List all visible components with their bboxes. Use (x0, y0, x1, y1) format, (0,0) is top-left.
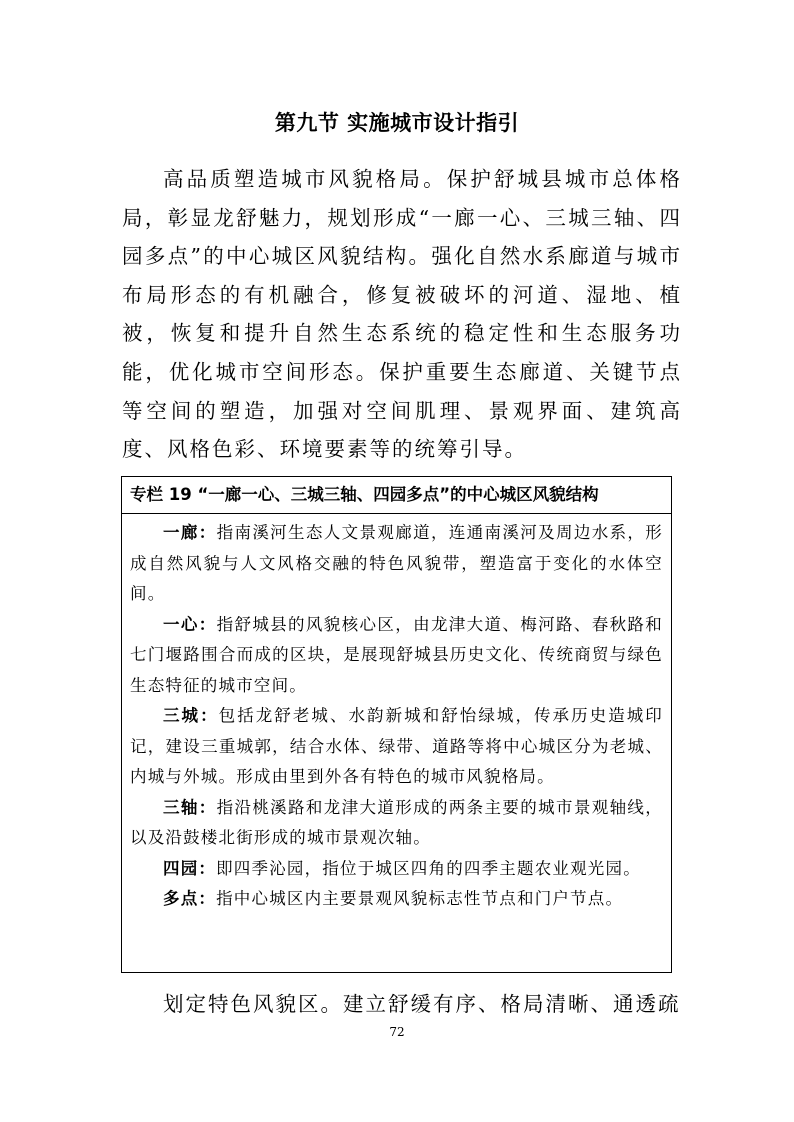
item-text: 指中心城区内主要景观风貌标志性节点和门户节点。 (216, 889, 624, 908)
column-item-sancheng (130, 701, 663, 793)
item-text: 指舒城县的风貌核心区，由龙津大道、梅河路、春秋路和七门堰路围合而成的区块，是展现舒城县历史文化、传统商贸与绿色生态特征的城市空间。 (130, 614, 663, 695)
item-term: 一心： (163, 614, 217, 634)
column-box (121, 476, 672, 973)
column-title: 专栏 19 “一廊一心、三城三轴、四园多点”的中心城区风貌结构 (122, 477, 671, 514)
item-term: 多点： (163, 889, 217, 908)
item-text: 指沿桃溪路和龙津大道形成的两条主要的城市景观轴线，以及沿鼓楼北街形成的城市景观次轴。 (130, 797, 663, 847)
section-title: 第九节 实施城市设计指引 (274, 111, 520, 135)
item-text: 即四季沁园，指位于城区四角的四季主题农业观光园。 (216, 858, 641, 878)
item-text: 包括龙舒老城、水韵新城和舒怡绿城，传承历史造城印记，建设三重城郭，结合水体、绿带、道路等将中心城区分为老城、内城与外城。形成由里到外各有特色的城市风貌格局。 (130, 706, 663, 786)
item-term: 三城： (163, 706, 219, 725)
column-item-sanzhou (130, 793, 663, 854)
body-paragraph-continued: 划定特色风貌区。建立舒缓有序、格局清晰、通透疏 (163, 992, 681, 1016)
column-item-yilang (130, 518, 663, 610)
column-item-yixin (130, 610, 663, 702)
column-item-siyuan (130, 854, 663, 885)
item-term: 一廊： (163, 523, 217, 542)
column-item-duodian (130, 884, 663, 915)
item-term: 三轴： (163, 797, 217, 817)
item-text: 指南溪河生态人文景观廊道，连通南溪河及周边水系，形成自然风貌与人文风格交融的特色风貌带，塑造富于变化的水体空间。 (130, 523, 663, 603)
item-term: 四园： (163, 858, 217, 878)
column-body (122, 514, 671, 915)
body-paragraph: 高品质塑造城市风貌格局。保护舒城县城市总体格局，彰显龙舒魅力，规划形成“一廊一心、三城三轴、四园多点”的中心城区风貌结构。强化自然水系廊道与城市布局形态的有机融合，修复被破坏的河道、湿地、植被，恢复和提升自然生态系统的稳定性和生态服务功能，优化城市空间形态。保护重要生态廊道、关键节点等空间的塑造，加强对空间肌理、景观界面、建筑高度、风格色彩、环境要素等的统筹引导。 (122, 167, 682, 462)
page-number: 72 (389, 1025, 405, 1039)
